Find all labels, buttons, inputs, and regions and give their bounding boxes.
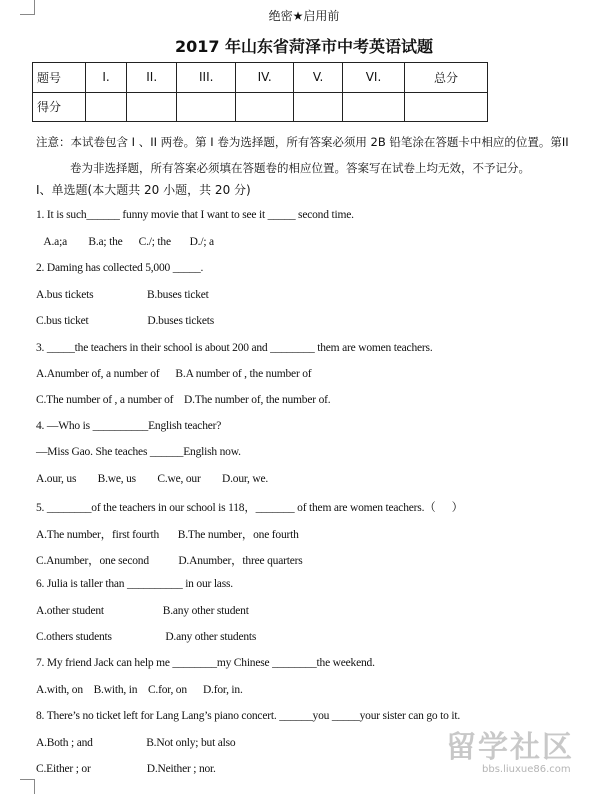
score-cell (294, 92, 343, 122)
watermark-logo (432, 722, 592, 784)
option-line: A.with, on B.with, in C.for, on D.for, in. (36, 684, 243, 696)
score-table (32, 62, 488, 122)
option-line: C.bus ticket D.buses tickets (36, 315, 215, 327)
score-cell: 得分 (33, 92, 86, 122)
option-line: A.other student B.any other student (36, 605, 249, 617)
score-cell (404, 92, 487, 122)
option-line: A.a;a B.a; the C./; the D./; a (36, 236, 214, 248)
score-cell: II. (127, 63, 177, 93)
notice-line: 卷为非选择题，所有答案必须填在答题卷的相应位置。答案写在试卷上均无效，不予记分。 (70, 161, 530, 175)
score-cell: IV. (236, 63, 294, 93)
watermark-logo-text: 留学社区 (446, 730, 574, 765)
question-line: 7. My friend Jack can help me ________my Chinese ________the weekend. (36, 657, 375, 669)
score-cell: I. (86, 63, 127, 93)
section-title: I、单选题(本大题共 20 小题，共 20 分) (36, 183, 251, 197)
option-line: A.The number，first fourth B.The number，one fourth (36, 529, 299, 541)
score-cell (236, 92, 294, 122)
score-table-row (33, 63, 488, 93)
page-corner-mark (20, 779, 35, 794)
score-table-row (33, 92, 488, 122)
question-line: 2. Daming has collected 5,000 _____. (36, 262, 204, 274)
exam-notice (36, 129, 592, 181)
question-line: 6. Julia is taller than __________ in our lass. (36, 578, 233, 590)
question-line: 3. _____the teachers in their school is about 200 and ________ them are women teachers. (36, 342, 433, 354)
confidential-header: 绝密★启用前 (268, 9, 340, 23)
option-line: A.bus tickets B.buses ticket (36, 289, 209, 301)
question-line: 1. It is such______ funny movie that I want to see it _____ second time. (36, 209, 354, 221)
option-line: C.The number of , a number of D.The number of, the number of. (36, 394, 331, 406)
score-cell: VI. (343, 63, 405, 93)
score-cell: 题号 (33, 63, 86, 93)
notice-line: 注意：本试卷包含 I 、II 两卷。第 I 卷为选择题，所有答案必须用 2B 铅笔涂在答题卡中相应的位置。第II (36, 135, 569, 149)
score-cell (127, 92, 177, 122)
score-cell (343, 92, 405, 122)
score-cell: III. (177, 63, 236, 93)
option-line: A.Anumber of, a number of B.A number of , the number of (36, 368, 312, 380)
question-line: —Miss Gao. She teaches ______English now. (36, 446, 241, 458)
watermark-url: bbs.liuxue86.com (482, 764, 571, 775)
option-line: C.Anumber，one second D.Anumber，three quarters (36, 555, 303, 567)
exam-title: 2017 年山东省菏泽市中考英语试题 (174, 37, 434, 56)
option-line: C.Either ; or D.Neither ; nor. (36, 763, 216, 775)
question-line: 8. There’s no ticket left for Lang Lang’s piano concert. ______you _____your sister can go to it. (36, 710, 460, 722)
question-line: 4. —Who is __________English teacher? (36, 420, 222, 432)
option-line: A.Both ; and B.Not only; but also (36, 737, 236, 749)
score-cell: 总分 (404, 63, 487, 93)
option-line: A.our, us B.we, us C.we, our D.our, we. (36, 473, 269, 485)
score-cell (86, 92, 127, 122)
score-cell (177, 92, 236, 122)
option-line: C.others students D.any other students (36, 631, 257, 643)
score-cell: V. (294, 63, 343, 93)
question-line: 5. ________of the teachers in our school is 118，_______ of them are women teachers.（ ） (36, 502, 463, 514)
